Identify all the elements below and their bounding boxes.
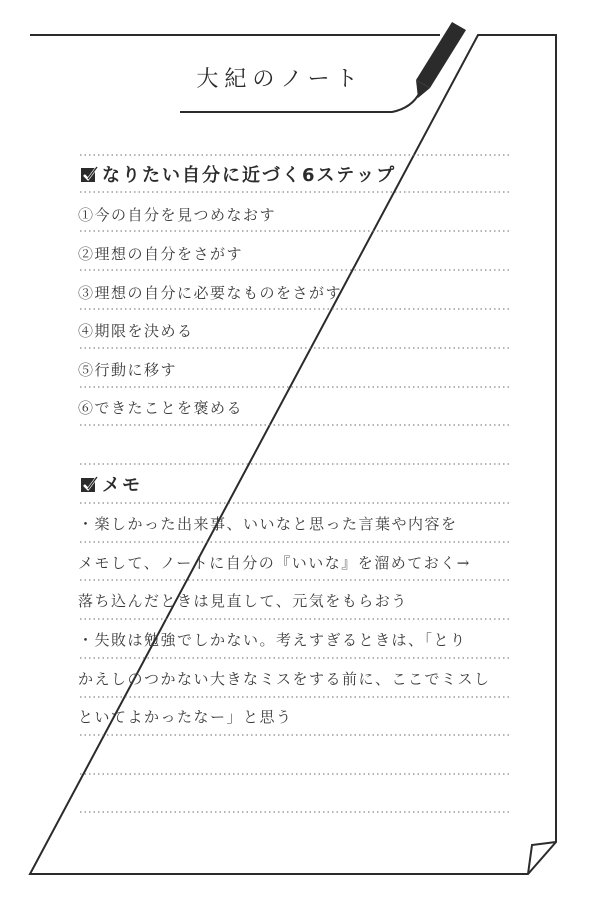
step-item: ②理想の自分をさがす: [78, 245, 244, 263]
step-item: ⑤行動に移す: [78, 361, 178, 379]
memo-heading: [80, 471, 142, 497]
notebook-title: 大紀のノート: [196, 67, 364, 92]
memo-line: メモして、ノートに自分の『いいな』を溜めておく→: [78, 554, 471, 572]
memo-line: かえしのつかない大きなミスをする前に、ここでミスし: [78, 670, 491, 688]
steps-heading: [80, 161, 396, 187]
step-item: ④期限を決める: [78, 322, 194, 340]
pen-icon: [416, 22, 466, 98]
step-item: ①今の自分を見つめなおす: [78, 206, 277, 224]
memo-line: ・楽しかった出来事、いいなと思った言葉や内容を: [78, 515, 458, 533]
memo-line: といてよかったなー」と思う: [78, 708, 293, 726]
memo-line: ・失敗は勉強でしかない。考えすぎるときは、「とり: [78, 631, 467, 649]
step-item: ⑥できたことを褒める: [78, 399, 244, 417]
checkbox-checked-icon: [80, 165, 98, 183]
steps-heading-label: なりたい自分に近づく6ステップ: [102, 165, 397, 186]
checkbox-checked-icon: [80, 475, 98, 493]
memo-line: 落ち込んだときは見直して、元気をもらおう: [78, 592, 408, 610]
memo-heading-label: メモ: [102, 475, 142, 496]
step-item: ③理想の自分に必要なものをさがす: [78, 284, 343, 302]
